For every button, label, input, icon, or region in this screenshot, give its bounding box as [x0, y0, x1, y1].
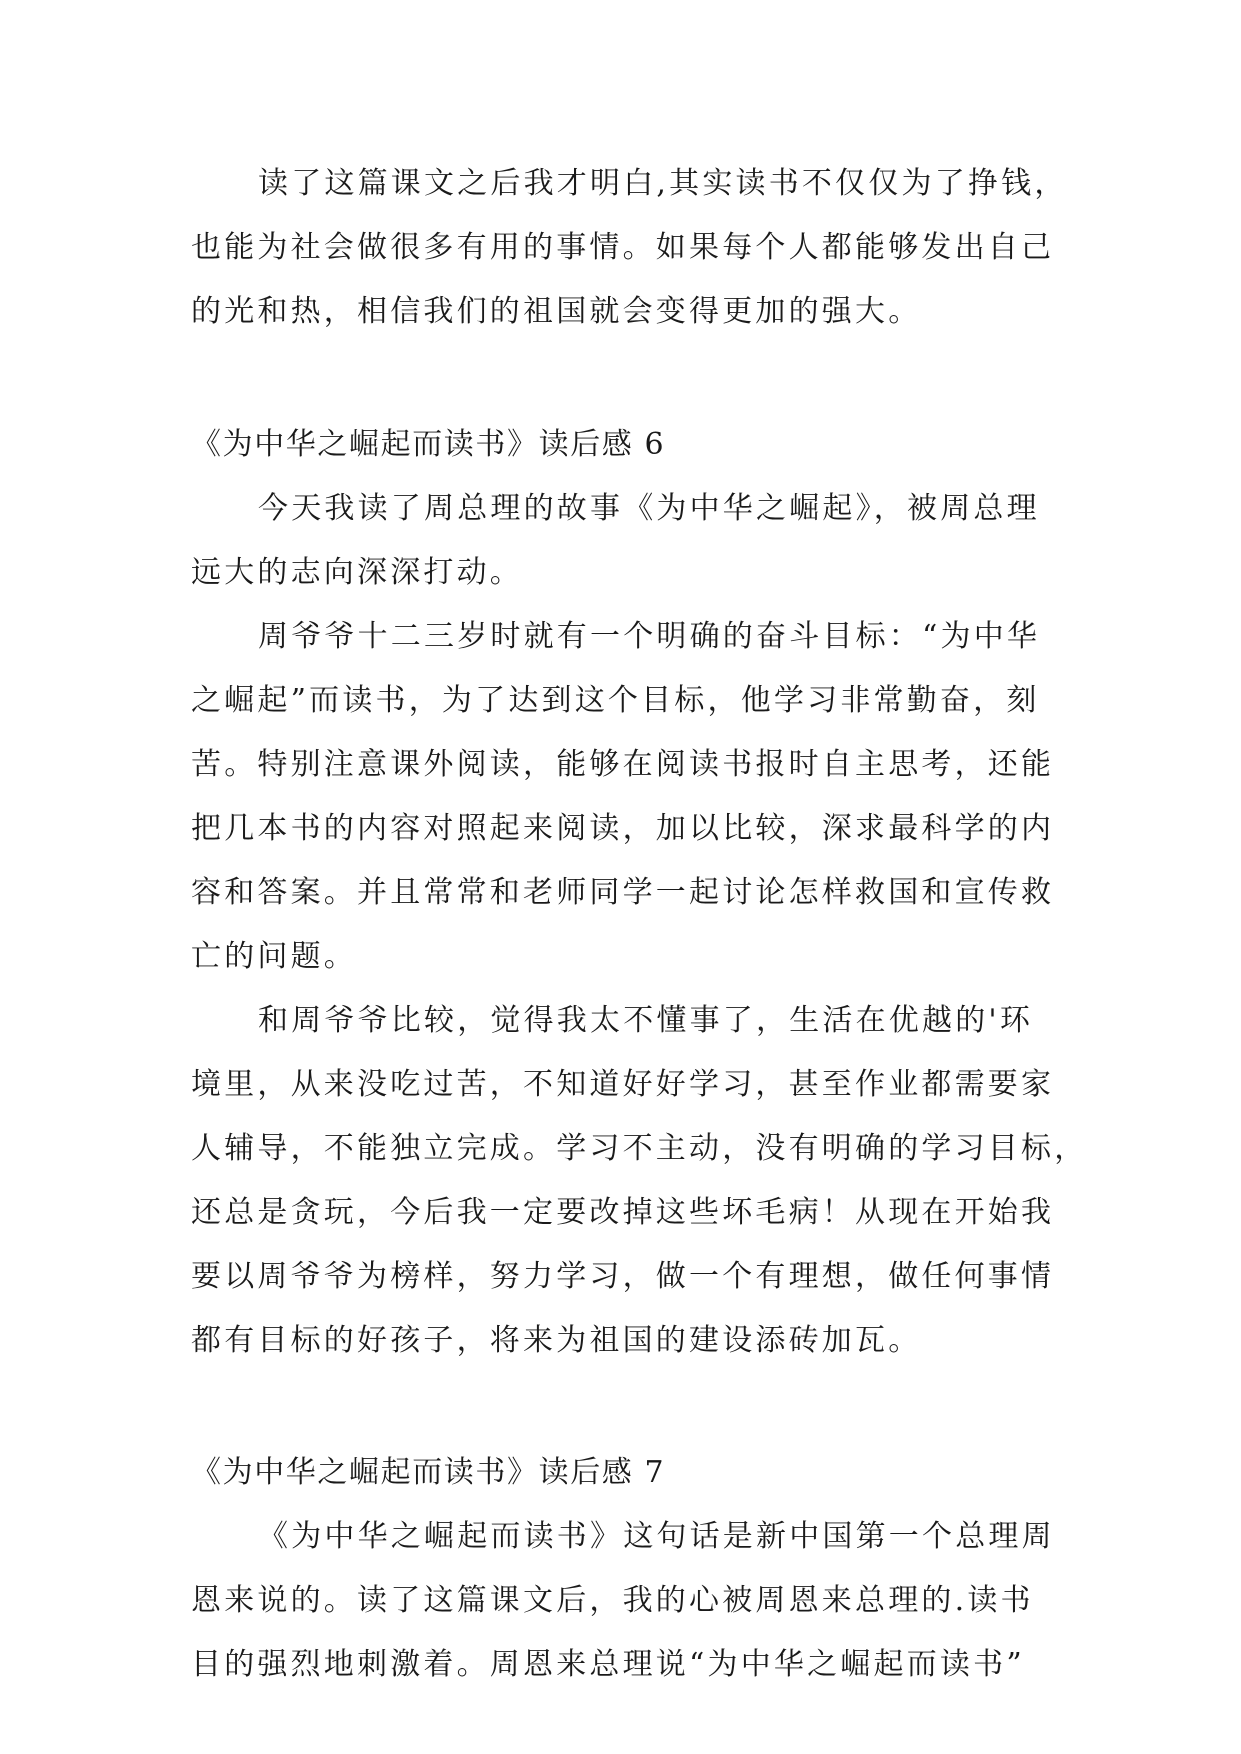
paragraph-line: 境里，从来没吃过苦，不知道好好学习，甚至作业都需要家: [191, 1067, 1055, 1102]
section-heading: 《为中华之崛起而读书》读后感 6: [191, 427, 666, 462]
paragraph-line: 和周爷爷比较，觉得我太不懂事了，生活在优越的'环: [258, 1003, 1034, 1038]
paragraph-line: 都有目标的好孩子，将来为祖国的建设添砖加瓦。: [191, 1323, 922, 1358]
paragraph-line: 亡的问题。: [191, 939, 357, 974]
paragraph-line: 容和答案。并且常常和老师同学一起讨论怎样救国和宣传救: [191, 875, 1055, 910]
paragraph-line: 恩来说的。读了这篇课文后，我的心被周恩来总理的.读书: [191, 1583, 1034, 1618]
paragraph-line: 目的强烈地刺激着。周恩来总理说“为中华之崛起而读书”: [191, 1647, 1025, 1682]
paragraph-line: 远大的志向深深打动。: [191, 555, 523, 590]
paragraph-line: 的光和热，相信我们的祖国就会变得更加的强大。: [191, 294, 922, 329]
paragraph-line: 之崛起”而读书，为了达到这个目标，他学习非常勤奋，刻: [191, 683, 1040, 718]
paragraph-line: 读了这篇课文之后我才明白,其实读书不仅仅为了挣钱，: [258, 166, 1068, 201]
section-heading: 《为中华之崛起而读书》读后感 7: [191, 1455, 666, 1490]
paragraph-line: 也能为社会做很多有用的事情。如果每个人都能够发出自己: [191, 230, 1055, 265]
paragraph-line: 苦。特别注意课外阅读，能够在阅读书报时自主思考，还能: [191, 747, 1055, 782]
paragraph-line: 今天我读了周总理的故事《为中华之崛起》，被周总理: [258, 491, 1040, 526]
paragraph-line: 把几本书的内容对照起来阅读，加以比较，深求最科学的内: [191, 811, 1055, 846]
paragraph-line: 《为中华之崛起而读书》这句话是新中国第一个总理周: [258, 1519, 1055, 1554]
paragraph-line: 还总是贪玩，今后我一定要改掉这些坏毛病！从现在开始我: [191, 1195, 1055, 1230]
paragraph-line: 人辅导，不能独立完成。学习不主动，没有明确的学习目标，: [191, 1131, 1088, 1166]
paragraph-line: 要以周爷爷为榜样，努力学习，做一个有理想，做任何事情: [191, 1259, 1055, 1294]
paragraph-line: 周爷爷十二三岁时就有一个明确的奋斗目标：“为中华: [258, 619, 1041, 654]
